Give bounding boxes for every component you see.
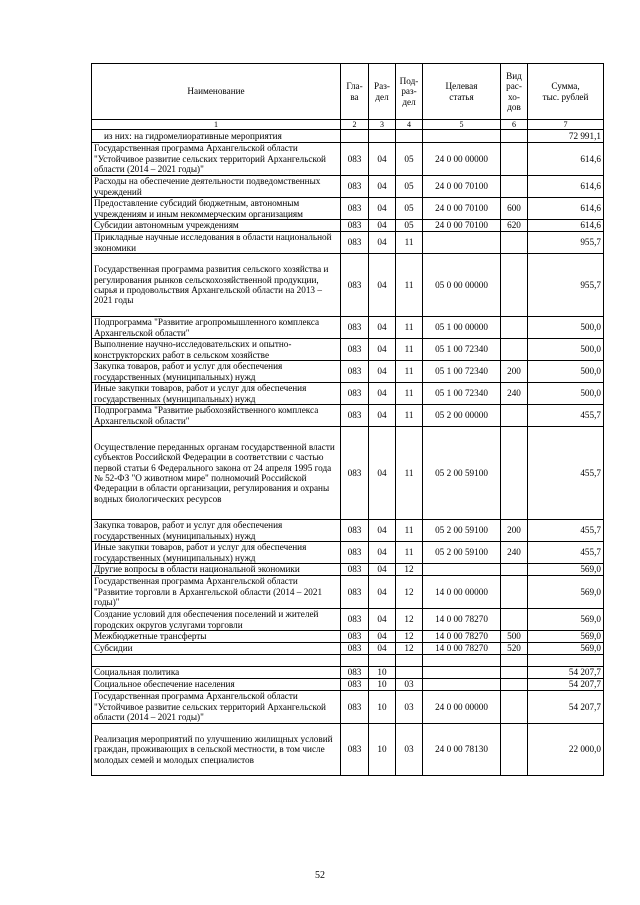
target-cell: 05 2 00 00000 [423, 405, 501, 427]
section-cell: 04 [369, 254, 396, 317]
name-cell: Осуществление переданных органам государственной власти субъектов Российской Федерации в соответствии с частью первой статьи 6 Федерального закона от 24 апреля 1995 года № 52-ФЗ "О животном мире" полномочий Российской Федерации в области организации, регулирования и охраны водных биологических ресурсов [92, 427, 341, 520]
sum-cell: 72 991,1 [528, 130, 604, 143]
name-cell: Социальная политика [92, 667, 341, 679]
header-name: Наименование [92, 64, 341, 120]
chapter-cell: 083 [341, 564, 369, 576]
target-cell: 24 0 00 70100 [423, 176, 501, 198]
kind-cell [501, 724, 528, 776]
table-row [92, 679, 604, 691]
table-row [92, 724, 604, 776]
sum-cell: 569,0 [528, 631, 604, 643]
table-row [92, 143, 604, 176]
table-row [92, 520, 604, 542]
sum-cell: 54 207,7 [528, 679, 604, 691]
name-cell: Расходы на обеспечение деятельности подведомственных учреждений [92, 176, 341, 198]
kind-cell: 500 [501, 631, 528, 643]
header-subsection: Под- раз- дел [396, 64, 423, 120]
subsection-cell: 11 [396, 317, 423, 339]
section-cell: 04 [369, 317, 396, 339]
table-row [92, 176, 604, 198]
section-cell: 04 [369, 427, 396, 520]
name-cell: Предоставление субсидий бюджетным, автономным учреждениям и иным некоммерческим организациям [92, 198, 341, 220]
kind-cell: 200 [501, 361, 528, 383]
table-row [92, 643, 604, 655]
chapter-cell: 083 [341, 383, 369, 405]
table-row [92, 317, 604, 339]
chapter-cell: 083 [341, 232, 369, 254]
subsection-cell: 11 [396, 520, 423, 542]
subsection-cell: 12 [396, 564, 423, 576]
sum-cell: 614,6 [528, 143, 604, 176]
section-cell: 04 [369, 609, 396, 631]
chapter-cell: 083 [341, 317, 369, 339]
subsection-cell: 05 [396, 176, 423, 198]
name-cell: Подпрограмма "Развитие агропромышленного комплекса Архангельской области" [92, 317, 341, 339]
kind-cell [501, 667, 528, 679]
chapter-cell: 083 [341, 405, 369, 427]
name-cell: Иные закупки товаров, работ и услуг для обеспечения государственных (муниципальных) нужд [92, 383, 341, 405]
column-number: 5 [423, 120, 501, 130]
name-cell: Прикладные научные исследования в области национальной экономики [92, 232, 341, 254]
column-number: 7 [528, 120, 604, 130]
sum-cell: 500,0 [528, 383, 604, 405]
name-cell: Выполнение научно-исследовательских и опытно-конструкторских работ в сельском хозяйстве [92, 339, 341, 361]
name-cell: из них: на гидромелиоративные мероприятия [92, 130, 341, 143]
kind-cell [501, 405, 528, 427]
empty-cell [528, 655, 604, 667]
kind-cell: 520 [501, 643, 528, 655]
budget-table [91, 63, 604, 776]
section-cell: 04 [369, 542, 396, 564]
chapter-cell: 083 [341, 143, 369, 176]
table-body [92, 130, 604, 776]
kind-cell [501, 176, 528, 198]
target-cell: 14 0 00 00000 [423, 576, 501, 609]
target-cell: 05 2 00 59100 [423, 542, 501, 564]
subsection-cell: 11 [396, 383, 423, 405]
target-cell: 05 1 00 00000 [423, 317, 501, 339]
subsection-cell: 12 [396, 643, 423, 655]
chapter-cell: 083 [341, 609, 369, 631]
section-cell: 04 [369, 198, 396, 220]
kind-cell [501, 564, 528, 576]
kind-cell: 240 [501, 542, 528, 564]
table-row [92, 232, 604, 254]
kind-cell: 600 [501, 198, 528, 220]
kind-cell: 620 [501, 220, 528, 232]
name-cell: Государственная программа Архангельской области "Развитие торговли в Архангельской области (2014 – 2021 годы)" [92, 576, 341, 609]
name-cell: Субсидии автономным учреждениям [92, 220, 341, 232]
subsection-cell: 12 [396, 631, 423, 643]
name-cell: Государственная программа развития сельского хозяйства и регулирования рынков сельскохозяйственной продукции, сырья и продовольствия Архангельской области на 2013 – 2021 годы [92, 254, 341, 317]
table-row [92, 405, 604, 427]
chapter-cell: 083 [341, 667, 369, 679]
section-cell: 04 [369, 176, 396, 198]
chapter-cell: 083 [341, 361, 369, 383]
sum-cell: 54 207,7 [528, 667, 604, 679]
column-number: 1 [92, 120, 341, 130]
section-cell: 10 [369, 691, 396, 724]
chapter-cell: 083 [341, 576, 369, 609]
chapter-cell: 083 [341, 542, 369, 564]
empty-cell [92, 655, 341, 667]
sum-cell: 569,0 [528, 576, 604, 609]
target-cell [423, 130, 501, 143]
empty-cell [423, 655, 501, 667]
chapter-cell: 083 [341, 339, 369, 361]
section-cell: 04 [369, 576, 396, 609]
target-cell: 14 0 00 78270 [423, 631, 501, 643]
chapter-cell: 083 [341, 643, 369, 655]
empty-cell [501, 655, 528, 667]
target-cell: 05 2 00 59100 [423, 520, 501, 542]
table-row [92, 130, 604, 143]
sum-cell: 22 000,0 [528, 724, 604, 776]
header-section: Раз- дел [369, 64, 396, 120]
sum-cell: 455,7 [528, 405, 604, 427]
table-row [92, 254, 604, 317]
sum-cell: 455,7 [528, 427, 604, 520]
sum-cell: 455,7 [528, 542, 604, 564]
header-target: Целевая статья [423, 64, 501, 120]
subsection-cell: 03 [396, 724, 423, 776]
table-row [92, 198, 604, 220]
sum-cell: 614,6 [528, 198, 604, 220]
subsection-cell: 11 [396, 339, 423, 361]
empty-cell [396, 655, 423, 667]
section-cell: 04 [369, 232, 396, 254]
section-cell: 10 [369, 667, 396, 679]
subsection-cell: 11 [396, 361, 423, 383]
sum-cell: 569,0 [528, 643, 604, 655]
kind-cell [501, 317, 528, 339]
subsection-cell: 12 [396, 576, 423, 609]
sum-cell: 569,0 [528, 609, 604, 631]
header-sum: Сумма, тыс. рублей [528, 64, 604, 120]
name-cell: Другие вопросы в области национальной экономики [92, 564, 341, 576]
name-cell: Закупка товаров, работ и услуг для обеспечения государственных (муниципальных) нужд [92, 361, 341, 383]
page-number: 52 [315, 870, 325, 881]
section-cell: 04 [369, 643, 396, 655]
subsection-cell: 03 [396, 679, 423, 691]
sum-cell: 955,7 [528, 254, 604, 317]
target-cell: 05 0 00 00000 [423, 254, 501, 317]
sum-cell: 500,0 [528, 361, 604, 383]
target-cell [423, 679, 501, 691]
subsection-cell: 11 [396, 254, 423, 317]
section-cell: 04 [369, 361, 396, 383]
subsection-cell: 03 [396, 691, 423, 724]
chapter-cell: 083 [341, 427, 369, 520]
spacer-row [92, 655, 604, 667]
chapter-cell: 083 [341, 631, 369, 643]
kind-cell [501, 691, 528, 724]
kind-cell [501, 576, 528, 609]
subsection-cell: 11 [396, 405, 423, 427]
table-row [92, 691, 604, 724]
header-row [92, 64, 604, 120]
target-cell: 14 0 00 78270 [423, 643, 501, 655]
target-cell [423, 564, 501, 576]
target-cell: 14 0 00 78270 [423, 609, 501, 631]
table-row [92, 631, 604, 643]
kind-cell [501, 339, 528, 361]
header-chapter: Гла- ва [341, 64, 369, 120]
section-cell: 10 [369, 724, 396, 776]
subsection-cell: 05 [396, 220, 423, 232]
name-cell: Государственная программа Архангельской области "Устойчивое развитие сельских территорий Архангельской области (2014 – 2021 годы)" [92, 691, 341, 724]
section-cell: 04 [369, 143, 396, 176]
sum-cell: 500,0 [528, 339, 604, 361]
target-cell: 05 1 00 72340 [423, 361, 501, 383]
section-cell: 04 [369, 520, 396, 542]
kind-cell [501, 427, 528, 520]
header-kind: Вид рас- хо- дов [501, 64, 528, 120]
subsection-cell: 11 [396, 232, 423, 254]
table-row [92, 339, 604, 361]
column-number: 6 [501, 120, 528, 130]
chapter-cell: 083 [341, 220, 369, 232]
chapter-cell: 083 [341, 176, 369, 198]
sum-cell: 500,0 [528, 317, 604, 339]
sum-cell: 614,6 [528, 176, 604, 198]
section-cell: 04 [369, 631, 396, 643]
sum-cell: 455,7 [528, 520, 604, 542]
target-cell: 24 0 00 78130 [423, 724, 501, 776]
kind-cell: 240 [501, 383, 528, 405]
subsection-cell: 11 [396, 542, 423, 564]
subsection-cell: 05 [396, 198, 423, 220]
table-row [92, 383, 604, 405]
subsection-cell [396, 667, 423, 679]
target-cell: 05 1 00 72340 [423, 339, 501, 361]
subsection-cell [396, 130, 423, 143]
column-number: 2 [341, 120, 369, 130]
chapter-cell: 083 [341, 520, 369, 542]
table-row [92, 609, 604, 631]
sum-cell: 54 207,7 [528, 691, 604, 724]
target-cell: 24 0 00 00000 [423, 691, 501, 724]
table-row [92, 427, 604, 520]
name-cell: Социальное обеспечение населения [92, 679, 341, 691]
section-cell: 04 [369, 383, 396, 405]
chapter-cell: 083 [341, 254, 369, 317]
name-cell: Закупка товаров, работ и услуг для обеспечения государственных (муниципальных) нужд [92, 520, 341, 542]
name-cell: Иные закупки товаров, работ и услуг для обеспечения государственных (муниципальных) нужд [92, 542, 341, 564]
target-cell: 05 2 00 59100 [423, 427, 501, 520]
column-number: 3 [369, 120, 396, 130]
section-cell: 10 [369, 679, 396, 691]
section-cell: 04 [369, 339, 396, 361]
chapter-cell: 083 [341, 691, 369, 724]
empty-cell [341, 655, 369, 667]
name-cell: Создание условий для обеспечения поселений и жителей городских округов услугами торговли [92, 609, 341, 631]
target-cell: 05 1 00 72340 [423, 383, 501, 405]
chapter-cell: 083 [341, 198, 369, 220]
kind-cell [501, 254, 528, 317]
table-row [92, 576, 604, 609]
column-number: 4 [396, 120, 423, 130]
target-cell [423, 667, 501, 679]
kind-cell: 200 [501, 520, 528, 542]
table-row [92, 220, 604, 232]
subsection-cell: 05 [396, 143, 423, 176]
chapter-cell: 083 [341, 679, 369, 691]
kind-cell [501, 130, 528, 143]
budget-table-page [91, 63, 603, 776]
section-cell [369, 130, 396, 143]
kind-cell [501, 232, 528, 254]
chapter-cell [341, 130, 369, 143]
kind-cell [501, 609, 528, 631]
subsection-cell: 11 [396, 427, 423, 520]
target-cell: 24 0 00 70100 [423, 198, 501, 220]
sum-cell: 955,7 [528, 232, 604, 254]
column-number-row [92, 120, 604, 130]
sum-cell: 569,0 [528, 564, 604, 576]
target-cell: 24 0 00 00000 [423, 143, 501, 176]
name-cell: Государственная программа Архангельской области "Устойчивое развитие сельских территорий Архангельской области (2014 – 2021 годы)" [92, 143, 341, 176]
name-cell: Межбюджетные трансферты [92, 631, 341, 643]
target-cell [423, 232, 501, 254]
empty-cell [369, 655, 396, 667]
kind-cell [501, 143, 528, 176]
subsection-cell: 12 [396, 609, 423, 631]
table-row [92, 564, 604, 576]
name-cell: Подпрограмма "Развитие рыбохозяйственного комплекса Архангельской области" [92, 405, 341, 427]
table-row [92, 361, 604, 383]
section-cell: 04 [369, 220, 396, 232]
section-cell: 04 [369, 564, 396, 576]
table-row [92, 667, 604, 679]
section-cell: 04 [369, 405, 396, 427]
name-cell: Субсидии [92, 643, 341, 655]
kind-cell [501, 679, 528, 691]
target-cell: 24 0 00 70100 [423, 220, 501, 232]
chapter-cell: 083 [341, 724, 369, 776]
table-row [92, 542, 604, 564]
sum-cell: 614,6 [528, 220, 604, 232]
name-cell: Реализация мероприятий по улучшению жилищных условий граждан, проживающих в сельской местности, в том числе молодых семей и молодых специалистов [92, 724, 341, 776]
